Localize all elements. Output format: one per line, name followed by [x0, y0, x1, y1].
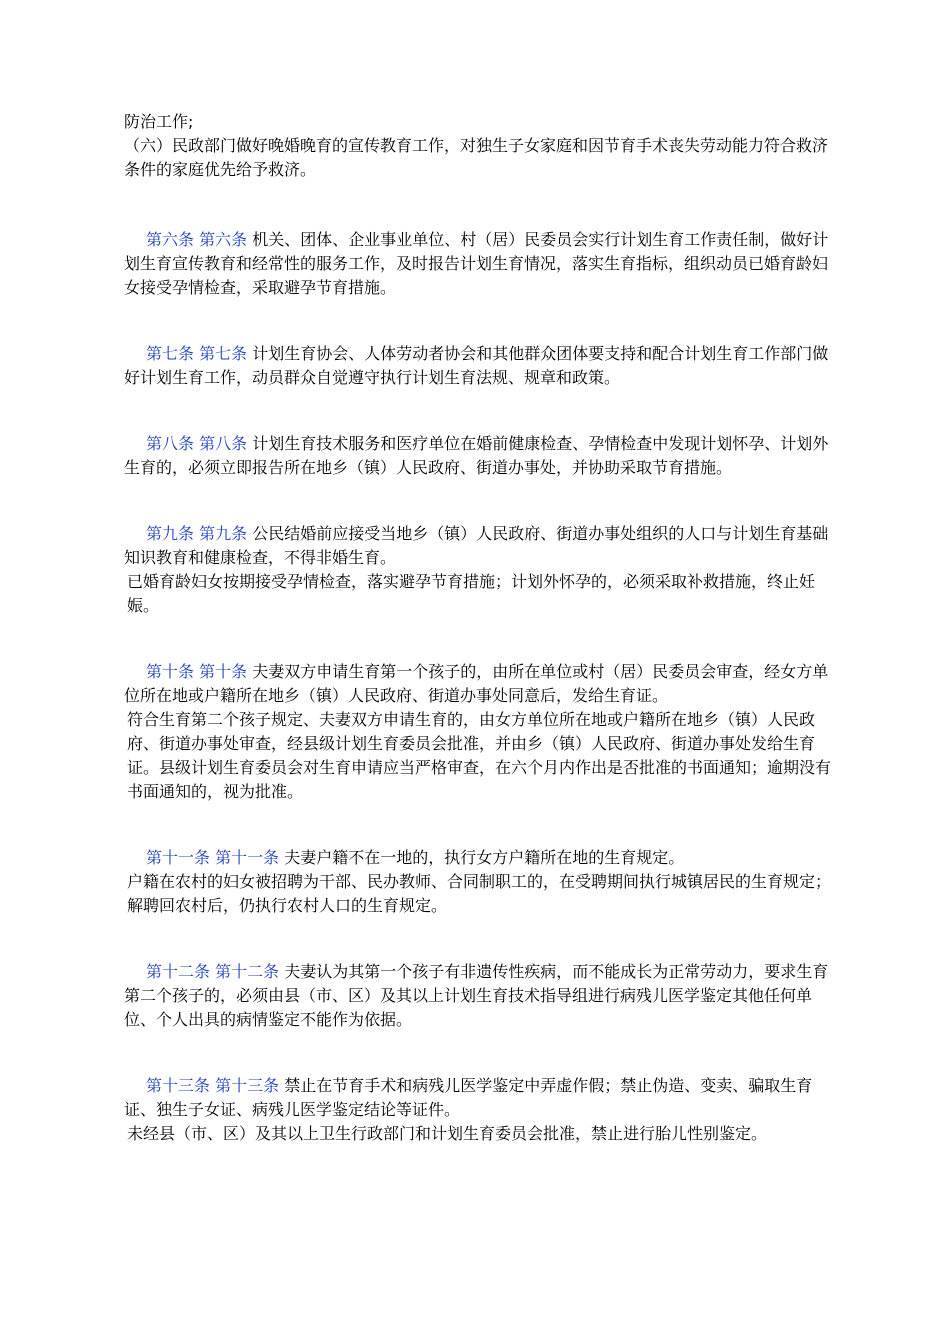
article-number: 第十一条	[146, 848, 211, 867]
spacer	[124, 918, 836, 960]
article-text: 机关、团体、企业事业单位、村（居）民委员会实行计划生育工作责任制，做好计划生育宣传教育和经常性的服务工作，及时报告计划生育情况，落实生育指标，组织动员已婚育龄妇女接受孕情检查，采取避孕节育措施。	[124, 230, 829, 297]
article-9-clause-2: 已婚育龄妇女按期接受孕情检查，落实避孕节育措施；计划外怀孕的，必须采取补救措施，终止妊娠。	[127, 572, 816, 615]
article-number-repeat: 第九条	[199, 524, 248, 543]
article-text: 禁止在节育手术和病残儿医学鉴定中弄虚作假；禁止伪造、变卖、骗取生育证、独生子女证、病残儿医学鉴定结论等证件。	[124, 1076, 813, 1119]
article-8	[124, 432, 836, 480]
article-number: 第六条	[146, 230, 195, 249]
article-11-clause-2: 户籍在农村的妇女被招聘为干部、民办教师、合同制职工的，在受聘期间执行城镇居民的生育规定；解聘回农村后，仍执行农村人口的生育规定。	[127, 872, 832, 915]
intro-line-2: （六）民政部门做好晚婚晚育的宣传教育工作，对独生子女家庭和因节育手术丧失劳动能力符合救济条件的家庭优先给予救济。	[124, 136, 829, 179]
article-number-repeat: 第十条	[199, 662, 248, 681]
article-number-repeat: 第十二条	[215, 962, 280, 981]
spacer	[124, 618, 836, 660]
article-6	[124, 228, 836, 300]
article-text: 夫妻认为其第一个孩子有非遗传性疾病，而不能成长为正常劳动力，要求生育第二个孩子的，必须由县（市、区）及其以上计划生育技术指导组进行病残儿医学鉴定其他任何单位、个人出具的病情鉴定不能作为依据。	[124, 962, 829, 1029]
article-number-repeat: 第六条	[199, 230, 248, 249]
article-10-clause-2: 符合生育第二个孩子规定、夫妻双方申请生育的，由女方单位所在地或户籍所在地乡（镇）人民政府、街道办事处审查，经县级计划生育委员会批准，并由乡（镇）人民政府、街道办事处发给生育证。县级计划生育委员会对生育申请应当严格审查，在六个月内作出是否批准的书面通知；逾期没有书面通知的，视为批准。	[127, 710, 832, 801]
article-13-clause-2: 未经县（市、区）及其以上卫生行政部门和计划生育委员会批准，禁止进行胎儿性别鉴定。	[127, 1124, 768, 1143]
article-9	[124, 522, 836, 570]
article-number-repeat: 第七条	[199, 344, 248, 363]
article-text: 夫妻双方申请生育第一个孩子的，由所在单位或村（居）民委员会审查，经女方单位所在地或户籍所在地乡（镇）人民政府、街道办事处同意后，发给生育证。	[124, 662, 829, 705]
article-text: 计划生育技术服务和医疗单位在婚前健康检查、孕情检查中发现计划怀孕、计划外生育的，必须立即报告所在地乡（镇）人民政府、街道办事处，并协助采取节育措施。	[124, 434, 829, 477]
article-number-repeat: 第十一条	[215, 848, 280, 867]
article-number: 第八条	[146, 434, 195, 453]
article-number: 第十条	[146, 662, 195, 681]
article-number: 第十三条	[146, 1076, 211, 1095]
article-number: 第十二条	[146, 962, 211, 981]
article-7	[124, 342, 836, 390]
spacer	[124, 390, 836, 432]
article-10	[124, 660, 836, 708]
article-number: 第九条	[146, 524, 195, 543]
article-12	[124, 960, 836, 1032]
article-text: 公民结婚前应接受当地乡（镇）人民政府、街道办事处组织的人口与计划生育基础知识教育和健康检查，不得非婚生育。	[124, 524, 829, 567]
document-page	[124, 110, 836, 1146]
spacer	[124, 1032, 836, 1074]
article-11	[124, 846, 836, 870]
article-number-repeat: 第十三条	[215, 1076, 280, 1095]
spacer	[124, 182, 836, 228]
spacer	[124, 804, 836, 846]
spacer	[124, 300, 836, 342]
intro-line-1: 防治工作;	[124, 112, 194, 131]
article-number-repeat: 第八条	[199, 434, 248, 453]
article-13	[124, 1074, 836, 1122]
article-text: 计划生育协会、人体劳动者协会和其他群众团体要支持和配合计划生育工作部门做好计划生育工作，动员群众自觉遵守执行计划生育法规、规章和政策。	[124, 344, 829, 387]
article-number: 第七条	[146, 344, 195, 363]
spacer	[124, 480, 836, 522]
article-text: 夫妻户籍不在一地的，执行女方户籍所在地的生育规定。	[284, 848, 685, 867]
